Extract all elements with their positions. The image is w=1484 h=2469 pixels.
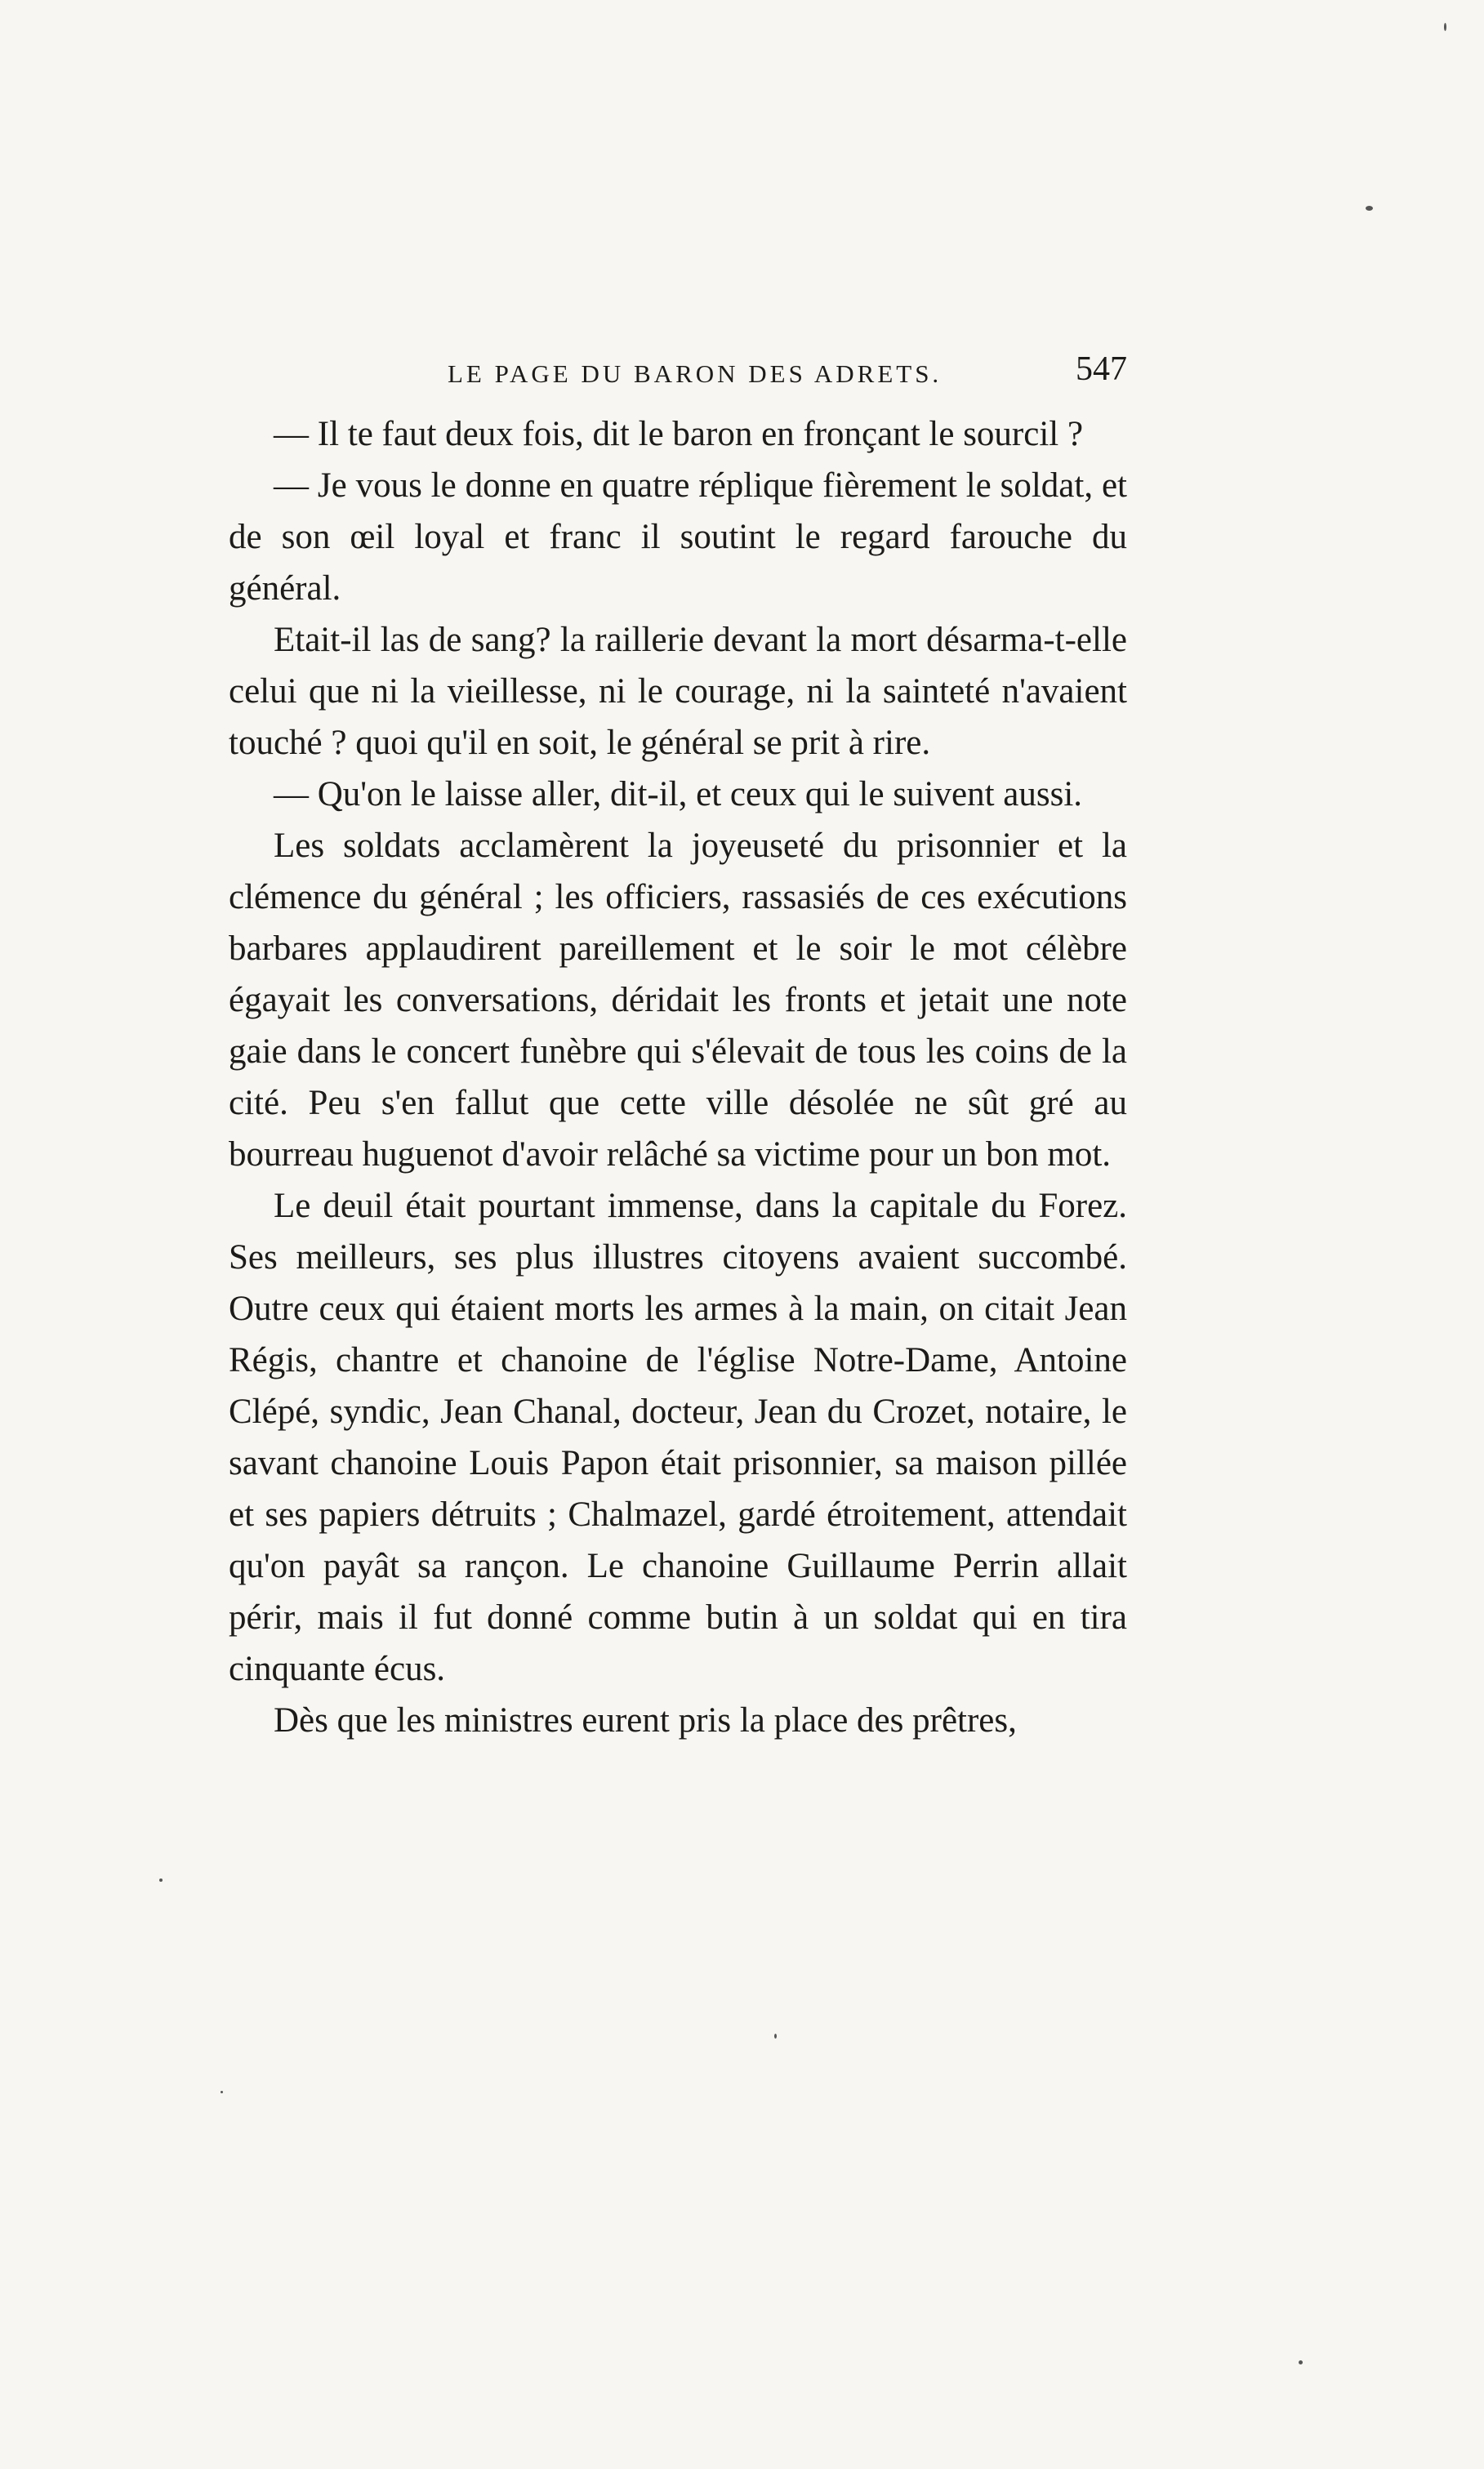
paragraph: Le deuil était pourtant immense, dans la capitale du Forez. Ses meilleurs, ses plus illustres citoyens avaient succombé. Outre ceux qui étaient morts les armes à la main, on citait Jean Régis, chantre et chanoine de l'église Notre-Dame, Antoine Clépé, syndic, Jean Chanal, docteur, Jean du Crozet, notaire, le savant chanoine Louis Papon était prisonnier, sa maison pillée et ses papiers détruits ; Chalmazel, gardé étroitement, attendait qu'on payât sa rançon. Le chanoine Guillaume Perrin allait périr, mais il fut donné comme butin à un soldat qui en tira cinquante écus. [229,1187,1127,1688]
paragraph: Les soldats acclamèrent la joyeuseté du prisonnier et la clémence du général ; les officiers, rassasiés de ces exécutions barbares applaudirent pareillement et le soir le mot célèbre égayait les conversations, déridait les fronts et jetait une note gaie dans le concert funèbre qui s'élevait de tous les coins de la cité. Peu s'en fallut que cette ville désolée ne sût gré au bourreau huguenot d'avoir relâché sa victime pour un bon mot. [229,827,1127,1174]
paragraph: — Qu'on le laisse aller, dit-il, et ceux qui le suivent aussi. [274,775,1083,813]
paragraph: — Il te faut deux fois, dit le baron en fronçant le sourcil ? [274,415,1084,453]
scan-speck [159,1878,163,1882]
scan-speck [1444,23,1446,31]
body-text [229,408,1127,1746]
scan-speck [221,2091,223,2093]
paragraph: Etait-il las de sang? la raillerie devant la mort désarma-t-elle celui que ni la vieillesse, ni le courage, ni la sainteté n'avaient touché ? quoi qu'il en soit, le général se prit à rire. [229,621,1127,762]
scan-speck [1299,2360,1303,2364]
paragraph: Dès que les ministres eurent pris la place des prêtres, [274,1701,1017,1740]
running-title: LE PAGE DU BARON DES ADRETS. [448,359,943,388]
paragraph: — Je vous le donne en quatre réplique fièrement le soldat, et de son œil loyal et franc il soutint le regard farouche du général. [229,466,1127,608]
running-head [229,343,1127,392]
page-number: 547 [1076,350,1127,388]
scan-speck [774,2034,777,2039]
scan-speck [1366,206,1373,211]
